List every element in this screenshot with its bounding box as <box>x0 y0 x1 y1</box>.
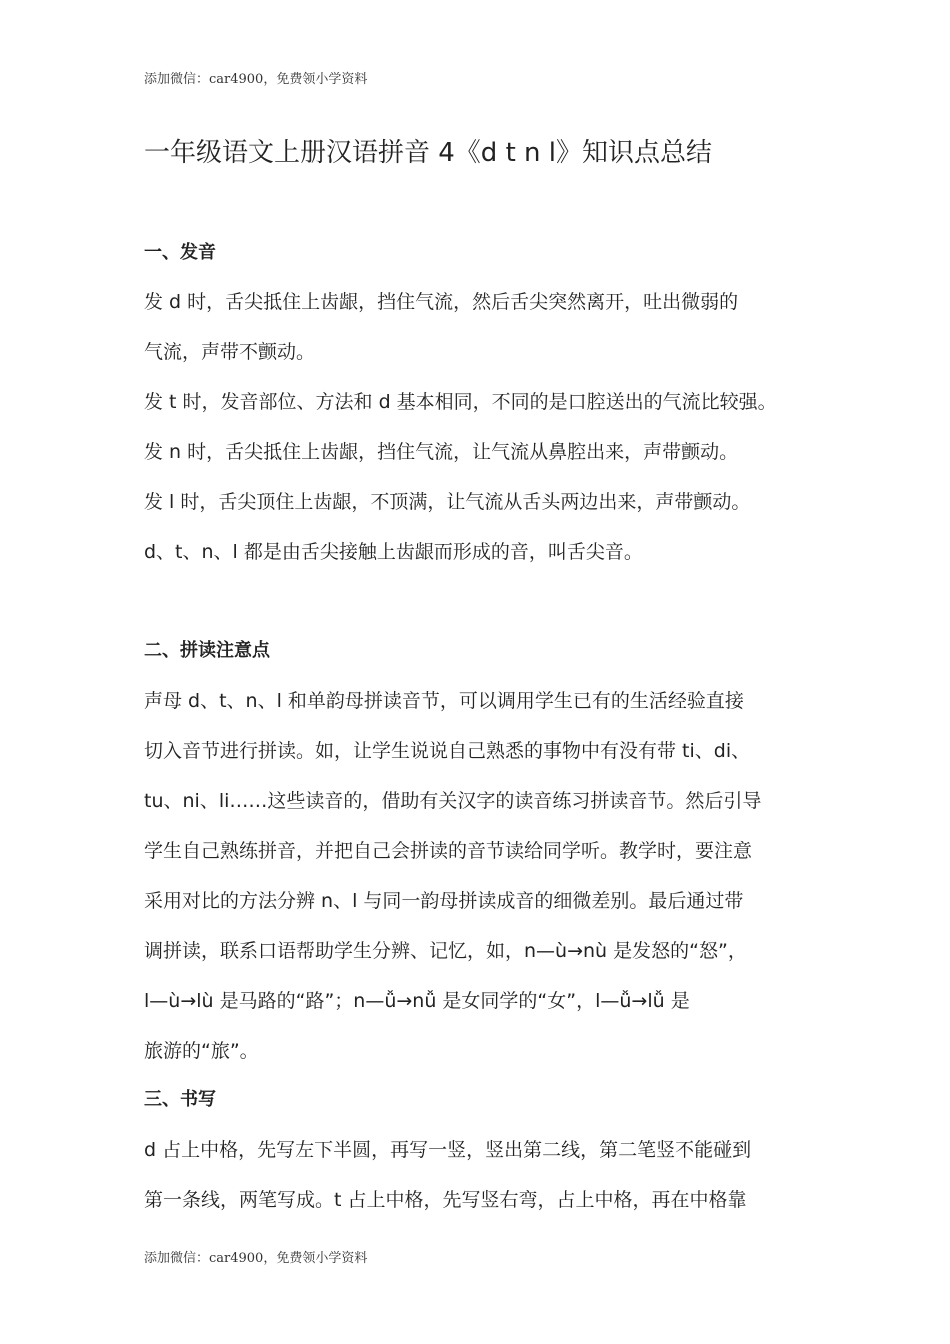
paragraph-line: 发 d 时，舌尖抵住上齿龈，挡住气流，然后舌尖突然离开，吐出微弱的 <box>144 291 739 313</box>
section-heading-pronunciation: 一、发音 <box>144 242 216 263</box>
paragraph-line: 气流，声带不颤动。 <box>144 341 316 363</box>
paragraph-line: l—ù→lù 是马路的“路”；n—ǚ→nǚ 是女同学的“女”，l—ǚ→lǚ 是 <box>144 990 690 1012</box>
paragraph-line: d、t、n、l 都是由舌尖接触上齿龈而形成的音，叫舌尖音。 <box>144 541 643 563</box>
section-heading-writing: 三、书写 <box>144 1089 216 1110</box>
paragraph-line: 采用对比的方法分辨 n、l 与同一韵母拼读成音的细微差别。最后通过带 <box>144 890 744 912</box>
paragraph-line: 旅游的“旅”。 <box>144 1040 259 1062</box>
paragraph-line: d 占上中格，先写左下半圆，再写一竖，竖出第二线，第二笔竖不能碰到 <box>144 1139 752 1161</box>
paragraph-line: 调拼读，联系口语帮助学生分辨、记忆，如，n—ù→nù 是发怒的“怒”， <box>144 940 747 962</box>
page-header-watermark: 添加微信：car4900，免费领小学资料 <box>144 72 368 87</box>
page-footer-watermark: 添加微信：car4900，免费领小学资料 <box>144 1251 368 1266</box>
document-title: 一年级语文上册汉语拼音 4《d t n l》知识点总结 <box>144 138 713 168</box>
paragraph-line: 学生自己熟练拼音，并把自己会拼读的音节读给同学听。教学时，要注意 <box>144 840 753 862</box>
paragraph-line: 切入音节进行拼读。如，让学生说说自己熟悉的事物中有没有带 ti、di、 <box>144 740 751 762</box>
paragraph-line: 声母 d、t、n、l 和单韵母拼读音节，可以调用学生已有的生活经验直接 <box>144 690 744 712</box>
paragraph-line: 发 t 时，发音部位、方法和 d 基本相同，不同的是口腔送出的气流比较强。 <box>144 391 777 413</box>
section-heading-spelling-notes: 二、拼读注意点 <box>144 640 270 661</box>
paragraph-line: 发 n 时，舌尖抵住上齿龈，挡住气流，让气流从鼻腔出来，声带颤动。 <box>144 441 739 463</box>
paragraph-line: tu、ni、li……这些读音的，借助有关汉字的读音练习拼读音节。然后引导 <box>144 790 762 812</box>
paragraph-line: 第一条线，两笔写成。t 占上中格，先写竖右弯，占上中格，再在中格靠 <box>144 1189 747 1211</box>
paragraph-line: 发 l 时，舌尖顶住上齿龈，不顶满，让气流从舌头两边出来，声带颤动。 <box>144 491 751 513</box>
